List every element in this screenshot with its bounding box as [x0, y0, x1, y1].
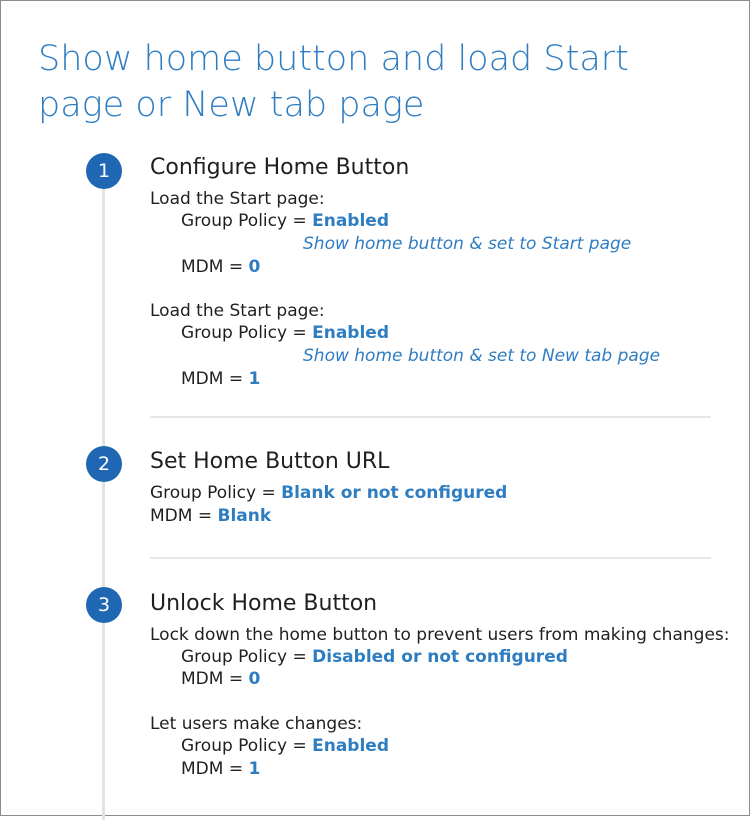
step-2-badge: 2	[86, 446, 122, 482]
step-1-block-2-group-policy	[181, 323, 389, 343]
step-1-block-1-mdm	[181, 257, 260, 277]
mdm-label: MDM =	[150, 506, 218, 526]
step-3-block-1-mdm	[181, 669, 260, 689]
group-policy-label: Group Policy =	[181, 736, 313, 756]
step-2-mdm	[150, 506, 271, 526]
step-1-block-1-intro: Load the Start page:	[150, 189, 325, 209]
step-2-group-policy	[150, 483, 507, 503]
mdm-label: MDM =	[181, 759, 249, 779]
section-divider-2	[150, 557, 711, 559]
step-1-block-2-intro: Load the Start page:	[150, 301, 325, 321]
step-1-block-2-note: Show home button & set to New tab page	[303, 346, 661, 366]
mdm-label: MDM =	[181, 257, 249, 277]
group-policy-value: Blank or not configured	[281, 483, 508, 503]
group-policy-label: Group Policy =	[150, 483, 282, 503]
step-3-badge: 3	[86, 587, 122, 623]
step-3-heading: Unlock Home Button	[150, 591, 378, 616]
mdm-value: 1	[248, 369, 261, 389]
section-divider-1	[150, 416, 711, 418]
step-1-block-1-note: Show home button & set to Start page	[303, 234, 632, 254]
mdm-value: 0	[248, 257, 261, 277]
mdm-label: MDM =	[181, 369, 249, 389]
step-1-block-2-mdm	[181, 369, 260, 389]
group-policy-label: Group Policy =	[181, 211, 313, 231]
mdm-label: MDM =	[181, 669, 249, 689]
timeline-line	[102, 170, 105, 820]
mdm-value: 1	[248, 759, 261, 779]
group-policy-value: Enabled	[312, 211, 390, 231]
step-1-block-1-group-policy	[181, 211, 389, 231]
step-1-badge: 1	[86, 153, 122, 189]
group-policy-label: Group Policy =	[181, 647, 313, 667]
step-3-block-2-mdm	[181, 759, 260, 779]
step-3-block-1-group-policy	[181, 647, 568, 667]
step-3-block-2-group-policy	[181, 736, 389, 756]
step-3-block-2-intro: Let users make changes:	[150, 714, 363, 734]
group-policy-value: Enabled	[312, 736, 390, 756]
mdm-value: 0	[248, 669, 261, 689]
step-2-heading: Set Home Button URL	[150, 449, 390, 474]
step-1-heading: Configure Home Button	[150, 155, 410, 180]
step-3-block-1-intro: Lock down the home button to prevent users from making changes:	[150, 625, 730, 645]
group-policy-value: Enabled	[312, 323, 390, 343]
mdm-value: Blank	[217, 506, 272, 526]
page-title: Show home button and load Start page or New tab page	[38, 39, 629, 125]
group-policy-label: Group Policy =	[181, 323, 313, 343]
group-policy-value: Disabled or not configured	[312, 647, 568, 667]
